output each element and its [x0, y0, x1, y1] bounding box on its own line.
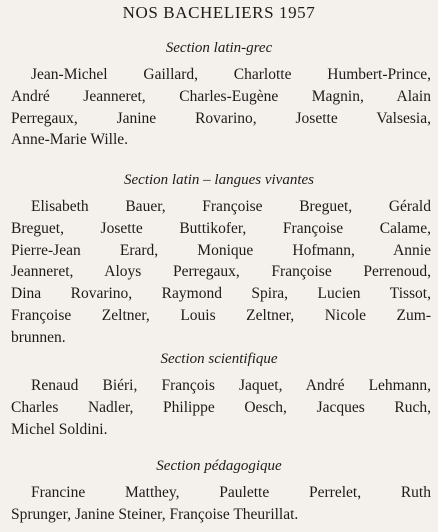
text-line: André Jeanneret, Charles-Eugène Magnin, Alain	[11, 87, 431, 105]
text-line: Elisabeth Bauer, Françoise Breguet, Gérald	[31, 198, 431, 215]
text-line: Sprunger, Janine Steiner, Françoise Theurillat.	[11, 505, 299, 523]
section-heading-pedagogique: Section pédagogique	[156, 458, 282, 474]
text-line: Perregaux, Janine Rovarino, Josette Valsesia,	[11, 109, 431, 127]
text-line: Anne-Marie Wille.	[11, 131, 129, 149]
section-heading-latin-langues-vivantes: Section latin – langues vivantes	[124, 172, 314, 188]
text-line: Francine Matthey, Paulette Perrelet, Ruth	[31, 484, 431, 501]
text-line: brunnen.	[11, 328, 66, 346]
text-line: Charles Nadler, Philippe Oesch, Jacques Ruch,	[11, 398, 431, 416]
text-line: Dina Rovarino, Raymond Spira, Lucien Tissot,	[11, 285, 431, 303]
section-body-latin-grec	[11, 64, 431, 151]
text-line: Françoise Zeltner, Louis Zeltner, Nicole Zum-	[11, 306, 431, 324]
section-body-latin-langues-vivantes	[11, 196, 431, 349]
text-line: Pierre-Jean Erard, Monique Hofmann, Annie	[11, 241, 431, 259]
text-line: Michel Soldini.	[11, 420, 108, 438]
text-line: Breguet, Josette Buttikofer, Françoise Calame,	[11, 219, 431, 237]
text-line: Renaud Biéri, François Jaquet, André Lehmann,	[31, 377, 431, 394]
page-title: NOS BACHELIERS 1957	[122, 3, 316, 22]
section-heading-latin-grec: Section latin-grec	[165, 40, 273, 56]
text-line: Jean-Michel Gaillard, Charlotte Humbert-Prince,	[31, 66, 431, 83]
section-body-pedagogique	[11, 482, 431, 526]
section-heading-scientifique: Section scientifique	[160, 351, 278, 367]
text-line: Jeanneret, Aloys Perregaux, Françoise Perrenoud,	[11, 263, 431, 281]
section-body-scientifique	[11, 375, 431, 440]
